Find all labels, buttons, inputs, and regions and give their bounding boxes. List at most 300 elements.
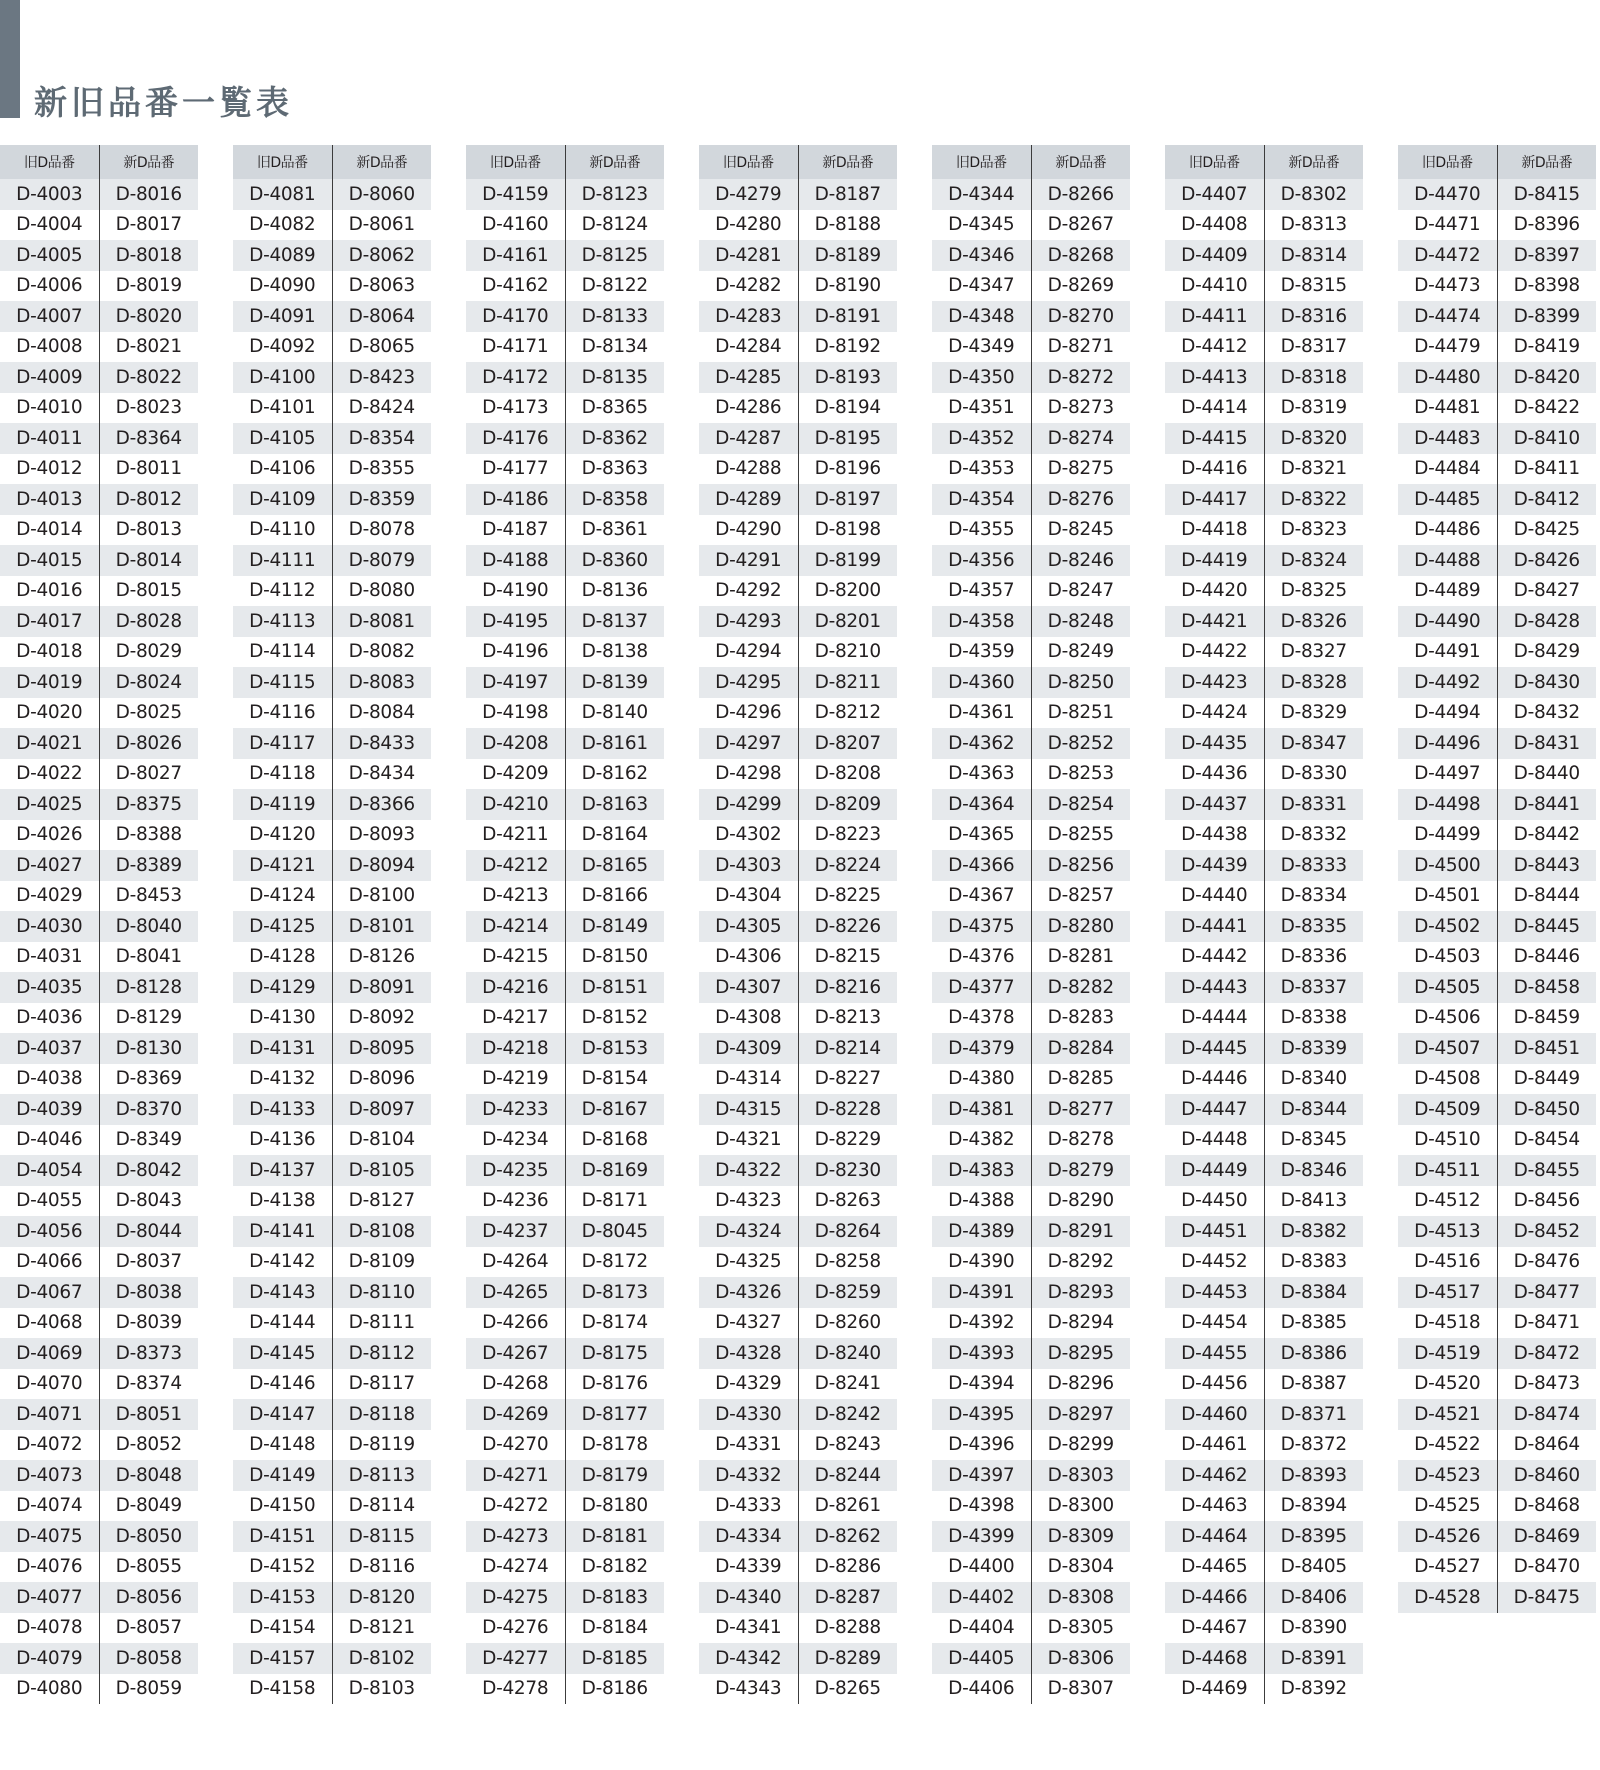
title-accent-bar — [0, 0, 20, 118]
table-row — [466, 606, 664, 637]
table-row — [0, 759, 198, 790]
old-code-cell: D-4149 — [233, 1460, 332, 1491]
new-code-cell: D-8398 — [1497, 271, 1596, 302]
new-code-cell: D-8130 — [99, 1033, 198, 1064]
new-code-cell: D-8284 — [1031, 1033, 1130, 1064]
code-table-1 — [0, 145, 198, 1704]
table-row — [932, 210, 1130, 241]
old-code-cell: D-4358 — [932, 606, 1031, 637]
new-code-cell: D-8179 — [565, 1460, 664, 1491]
old-code-cell: D-4354 — [932, 484, 1031, 515]
old-code-cell: D-4445 — [1165, 1033, 1264, 1064]
old-code-cell: D-4330 — [699, 1399, 798, 1430]
table-row — [466, 1491, 664, 1522]
table-row — [233, 484, 431, 515]
table-row — [699, 301, 897, 332]
old-code-cell: D-4443 — [1165, 972, 1264, 1003]
table-row — [466, 1674, 664, 1705]
table-row — [466, 1552, 664, 1583]
new-code-cell: D-8260 — [798, 1308, 897, 1339]
old-code-cell: D-4151 — [233, 1521, 332, 1552]
new-code-cell: D-8450 — [1497, 1094, 1596, 1125]
table-row — [233, 1064, 431, 1095]
table-row — [0, 820, 198, 851]
old-code-cell: D-4269 — [466, 1399, 565, 1430]
old-code-cell: D-4381 — [932, 1094, 1031, 1125]
old-code-cell: D-4027 — [0, 850, 99, 881]
table-row — [699, 1308, 897, 1339]
new-code-cell: D-8133 — [565, 301, 664, 332]
table-row — [466, 1399, 664, 1430]
new-code-cell: D-8345 — [1264, 1125, 1363, 1156]
new-code-cell: D-8094 — [332, 850, 431, 881]
old-code-cell: D-4150 — [233, 1491, 332, 1522]
new-code-cell: D-8262 — [798, 1521, 897, 1552]
new-code-cell: D-8244 — [798, 1460, 897, 1491]
table-row — [1165, 362, 1363, 393]
new-code-cell: D-8445 — [1497, 911, 1596, 942]
old-code-cell: D-4468 — [1165, 1643, 1264, 1674]
old-code-cell: D-4340 — [699, 1582, 798, 1613]
new-code-cell: D-8259 — [798, 1277, 897, 1308]
table-row — [1165, 1674, 1363, 1705]
new-code-cell: D-8456 — [1497, 1186, 1596, 1217]
old-code-cell: D-4407 — [1165, 179, 1264, 210]
header-old-code: 旧D品番 — [466, 145, 565, 179]
table-row — [932, 698, 1130, 729]
table-row — [699, 484, 897, 515]
new-code-cell: D-8248 — [1031, 606, 1130, 637]
table-row — [0, 881, 198, 912]
table-row — [1398, 637, 1596, 668]
table-row — [0, 637, 198, 668]
old-code-cell: D-4332 — [699, 1460, 798, 1491]
table-row — [1398, 393, 1596, 424]
new-code-cell: D-8314 — [1264, 240, 1363, 271]
new-code-cell: D-8022 — [99, 362, 198, 393]
old-code-cell: D-4147 — [233, 1399, 332, 1430]
new-code-cell: D-8297 — [1031, 1399, 1130, 1430]
new-code-cell: D-8180 — [565, 1491, 664, 1522]
old-code-cell: D-4494 — [1398, 698, 1497, 729]
old-code-cell: D-4292 — [699, 576, 798, 607]
new-code-cell: D-8285 — [1031, 1064, 1130, 1095]
old-code-cell: D-4283 — [699, 301, 798, 332]
new-code-cell: D-8317 — [1264, 332, 1363, 363]
new-code-cell: D-8344 — [1264, 1094, 1363, 1125]
code-table-5 — [932, 145, 1130, 1704]
table-row — [1398, 423, 1596, 454]
table-row — [466, 1247, 664, 1278]
table-row — [699, 393, 897, 424]
table-row — [932, 423, 1130, 454]
new-code-cell: D-8363 — [565, 454, 664, 485]
new-code-cell: D-8122 — [565, 271, 664, 302]
new-code-cell: D-8240 — [798, 1338, 897, 1369]
old-code-cell: D-4144 — [233, 1308, 332, 1339]
table-row — [466, 1277, 664, 1308]
table-row — [699, 1125, 897, 1156]
new-code-cell: D-8326 — [1264, 606, 1363, 637]
old-code-cell: D-4142 — [233, 1247, 332, 1278]
old-code-cell: D-4075 — [0, 1521, 99, 1552]
old-code-cell: D-4508 — [1398, 1064, 1497, 1095]
old-code-cell: D-4198 — [466, 698, 565, 729]
table-row — [466, 545, 664, 576]
old-code-cell: D-4334 — [699, 1521, 798, 1552]
new-code-cell: D-8048 — [99, 1460, 198, 1491]
table-row — [1165, 698, 1363, 729]
old-code-cell: D-4410 — [1165, 271, 1264, 302]
table-row — [932, 820, 1130, 851]
old-code-cell: D-4276 — [466, 1613, 565, 1644]
table-row — [1165, 179, 1363, 210]
new-code-cell: D-8360 — [565, 545, 664, 576]
table-row — [1165, 728, 1363, 759]
new-code-cell: D-8263 — [798, 1186, 897, 1217]
table-row — [466, 1186, 664, 1217]
table-row — [1165, 1521, 1363, 1552]
old-code-cell: D-4148 — [233, 1430, 332, 1461]
old-code-cell: D-4527 — [1398, 1552, 1497, 1583]
new-code-cell: D-8211 — [798, 667, 897, 698]
new-code-cell: D-8339 — [1264, 1033, 1363, 1064]
table-row — [0, 1552, 198, 1583]
new-code-cell: D-8050 — [99, 1521, 198, 1552]
table-row — [1398, 1033, 1596, 1064]
old-code-cell: D-4298 — [699, 759, 798, 790]
old-code-cell: D-4172 — [466, 362, 565, 393]
old-code-cell: D-4490 — [1398, 606, 1497, 637]
new-code-cell: D-8097 — [332, 1094, 431, 1125]
table-row — [1165, 1033, 1363, 1064]
new-code-cell: D-8394 — [1264, 1491, 1363, 1522]
old-code-cell: D-4089 — [233, 240, 332, 271]
new-code-cell: D-8140 — [565, 698, 664, 729]
table-row — [0, 1155, 198, 1186]
old-code-cell: D-4054 — [0, 1155, 99, 1186]
old-code-cell: D-4435 — [1165, 728, 1264, 759]
new-code-cell: D-8095 — [332, 1033, 431, 1064]
table-row — [466, 1003, 664, 1034]
new-code-cell: D-8163 — [565, 789, 664, 820]
table-row — [233, 332, 431, 363]
code-table-6 — [1165, 145, 1363, 1704]
new-code-cell: D-8267 — [1031, 210, 1130, 241]
table-row — [1398, 240, 1596, 271]
old-code-cell: D-4078 — [0, 1613, 99, 1644]
old-code-cell: D-4008 — [0, 332, 99, 363]
table-row — [233, 1491, 431, 1522]
new-code-cell: D-8212 — [798, 698, 897, 729]
old-code-cell: D-4115 — [233, 667, 332, 698]
new-code-cell: D-8286 — [798, 1552, 897, 1583]
old-code-cell: D-4418 — [1165, 515, 1264, 546]
old-code-cell: D-4070 — [0, 1369, 99, 1400]
table-row — [233, 1308, 431, 1339]
table-row — [1165, 271, 1363, 302]
table-row — [0, 1216, 198, 1247]
old-code-cell: D-4480 — [1398, 362, 1497, 393]
old-code-cell: D-4462 — [1165, 1460, 1264, 1491]
table-row — [233, 545, 431, 576]
new-code-cell: D-8395 — [1264, 1521, 1363, 1552]
old-code-cell: D-4031 — [0, 942, 99, 973]
old-code-cell: D-4072 — [0, 1430, 99, 1461]
new-code-cell: D-8174 — [565, 1308, 664, 1339]
table-row — [466, 393, 664, 424]
new-code-cell: D-8305 — [1031, 1613, 1130, 1644]
old-code-cell: D-4479 — [1398, 332, 1497, 363]
old-code-cell: D-4398 — [932, 1491, 1031, 1522]
old-code-cell: D-4357 — [932, 576, 1031, 607]
table-row — [0, 942, 198, 973]
table-row — [466, 1155, 664, 1186]
new-code-cell: D-8194 — [798, 393, 897, 424]
new-code-cell: D-8026 — [99, 728, 198, 759]
table-row — [1165, 1613, 1363, 1644]
new-code-cell: D-8449 — [1497, 1064, 1596, 1095]
table-row — [0, 301, 198, 332]
old-code-cell: D-4441 — [1165, 911, 1264, 942]
table-row — [932, 1552, 1130, 1583]
table-row — [932, 881, 1130, 912]
table-row — [699, 942, 897, 973]
old-code-cell: D-4464 — [1165, 1521, 1264, 1552]
table-row — [699, 332, 897, 363]
old-code-cell: D-4315 — [699, 1094, 798, 1125]
new-code-cell: D-8100 — [332, 881, 431, 912]
old-code-cell: D-4518 — [1398, 1308, 1497, 1339]
old-code-cell: D-4092 — [233, 332, 332, 363]
code-table-4 — [699, 145, 897, 1704]
old-code-cell: D-4055 — [0, 1186, 99, 1217]
table-row — [0, 1369, 198, 1400]
new-code-cell: D-8293 — [1031, 1277, 1130, 1308]
code-table-3 — [466, 145, 664, 1704]
table-row — [1165, 1369, 1363, 1400]
new-code-cell: D-8199 — [798, 545, 897, 576]
table-row — [233, 1674, 431, 1705]
table-row — [233, 1216, 431, 1247]
table-row — [1165, 1643, 1363, 1674]
old-code-cell: D-4396 — [932, 1430, 1031, 1461]
table-row — [1165, 1125, 1363, 1156]
new-code-cell: D-8270 — [1031, 301, 1130, 332]
table-row — [1398, 515, 1596, 546]
table-row — [0, 484, 198, 515]
new-code-cell: D-8135 — [565, 362, 664, 393]
new-code-cell: D-8049 — [99, 1491, 198, 1522]
table-header-row — [233, 145, 431, 179]
new-code-cell: D-8451 — [1497, 1033, 1596, 1064]
table-row — [466, 1582, 664, 1613]
old-code-cell: D-4474 — [1398, 301, 1497, 332]
new-code-cell: D-8415 — [1497, 179, 1596, 210]
old-code-cell: D-4197 — [466, 667, 565, 698]
new-code-cell: D-8294 — [1031, 1308, 1130, 1339]
old-code-cell: D-4131 — [233, 1033, 332, 1064]
table-row — [466, 1521, 664, 1552]
table-row — [233, 1155, 431, 1186]
old-code-cell: D-4285 — [699, 362, 798, 393]
table-row — [1398, 820, 1596, 851]
table-row — [466, 881, 664, 912]
old-code-cell: D-4521 — [1398, 1399, 1497, 1430]
old-code-cell: D-4328 — [699, 1338, 798, 1369]
table-row — [699, 820, 897, 851]
old-code-cell: D-4030 — [0, 911, 99, 942]
table-row — [0, 423, 198, 454]
table-row — [466, 1430, 664, 1461]
old-code-cell: D-4465 — [1165, 1552, 1264, 1583]
table-row — [1398, 972, 1596, 1003]
new-code-cell: D-8245 — [1031, 515, 1130, 546]
old-code-cell: D-4359 — [932, 637, 1031, 668]
new-code-cell: D-8434 — [332, 759, 431, 790]
old-code-cell: D-4383 — [932, 1155, 1031, 1186]
new-code-cell: D-8292 — [1031, 1247, 1130, 1278]
new-code-cell: D-8154 — [565, 1064, 664, 1095]
table-row — [233, 1582, 431, 1613]
table-row — [0, 271, 198, 302]
old-code-cell: D-4128 — [233, 942, 332, 973]
old-code-cell: D-4444 — [1165, 1003, 1264, 1034]
new-code-cell: D-8385 — [1264, 1308, 1363, 1339]
old-code-cell: D-4004 — [0, 210, 99, 241]
table-row — [0, 1674, 198, 1705]
table-row — [1398, 271, 1596, 302]
new-code-cell: D-8273 — [1031, 393, 1130, 424]
table-row — [466, 911, 664, 942]
new-code-cell: D-8081 — [332, 606, 431, 637]
new-code-cell: D-8355 — [332, 454, 431, 485]
old-code-cell: D-4506 — [1398, 1003, 1497, 1034]
new-code-cell: D-8295 — [1031, 1338, 1130, 1369]
table-row — [699, 1369, 897, 1400]
new-code-cell: D-8307 — [1031, 1674, 1130, 1705]
table-row — [233, 576, 431, 607]
new-code-cell: D-8190 — [798, 271, 897, 302]
table-row — [466, 1369, 664, 1400]
old-code-cell: D-4069 — [0, 1338, 99, 1369]
table-row — [0, 576, 198, 607]
old-code-cell: D-4306 — [699, 942, 798, 973]
old-code-cell: D-4324 — [699, 1216, 798, 1247]
table-row — [466, 789, 664, 820]
table-row — [1398, 1460, 1596, 1491]
new-code-cell: D-8452 — [1497, 1216, 1596, 1247]
table-row — [1165, 1094, 1363, 1125]
old-code-cell: D-4307 — [699, 972, 798, 1003]
table-row — [932, 1582, 1130, 1613]
new-code-cell: D-8336 — [1264, 942, 1363, 973]
old-code-cell: D-4011 — [0, 423, 99, 454]
table-row — [0, 1521, 198, 1552]
old-code-cell: D-4130 — [233, 1003, 332, 1034]
new-code-cell: D-8332 — [1264, 820, 1363, 851]
new-code-cell: D-8338 — [1264, 1003, 1363, 1034]
table-row — [1165, 1308, 1363, 1339]
table-row — [0, 1186, 198, 1217]
new-code-cell: D-8257 — [1031, 881, 1130, 912]
table-row — [1165, 911, 1363, 942]
new-code-cell: D-8460 — [1497, 1460, 1596, 1491]
new-code-cell: D-8185 — [565, 1643, 664, 1674]
new-code-cell: D-8188 — [798, 210, 897, 241]
old-code-cell: D-4525 — [1398, 1491, 1497, 1522]
table-row — [1398, 728, 1596, 759]
old-code-cell: D-4114 — [233, 637, 332, 668]
old-code-cell: D-4510 — [1398, 1125, 1497, 1156]
table-row — [1398, 1521, 1596, 1552]
new-code-cell: D-8079 — [332, 545, 431, 576]
new-code-cell: D-8225 — [798, 881, 897, 912]
new-code-cell: D-8389 — [99, 850, 198, 881]
old-code-cell: D-4119 — [233, 789, 332, 820]
old-code-cell: D-4282 — [699, 271, 798, 302]
table-row — [1398, 332, 1596, 363]
old-code-cell: D-4489 — [1398, 576, 1497, 607]
table-row — [1165, 1247, 1363, 1278]
table-row — [699, 362, 897, 393]
old-code-cell: D-4364 — [932, 789, 1031, 820]
header-new-code: 新D品番 — [798, 145, 897, 179]
old-code-cell: D-4268 — [466, 1369, 565, 1400]
old-code-cell: D-4067 — [0, 1277, 99, 1308]
table-row — [932, 850, 1130, 881]
new-code-cell: D-8096 — [332, 1064, 431, 1095]
old-code-cell: D-4216 — [466, 972, 565, 1003]
table-row — [233, 362, 431, 393]
old-code-cell: D-4393 — [932, 1338, 1031, 1369]
old-code-cell: D-4143 — [233, 1277, 332, 1308]
new-code-cell: D-8040 — [99, 911, 198, 942]
old-code-cell: D-4505 — [1398, 972, 1497, 1003]
new-code-cell: D-8012 — [99, 484, 198, 515]
new-code-cell: D-8459 — [1497, 1003, 1596, 1034]
old-code-cell: D-4345 — [932, 210, 1031, 241]
new-code-cell: D-8261 — [798, 1491, 897, 1522]
new-code-cell: D-8119 — [332, 1430, 431, 1461]
old-code-cell: D-4379 — [932, 1033, 1031, 1064]
new-code-cell: D-8013 — [99, 515, 198, 546]
old-code-cell: D-4413 — [1165, 362, 1264, 393]
old-code-cell: D-4296 — [699, 698, 798, 729]
table-row — [466, 850, 664, 881]
old-code-cell: D-4138 — [233, 1186, 332, 1217]
new-code-cell: D-8280 — [1031, 911, 1130, 942]
old-code-cell: D-4291 — [699, 545, 798, 576]
old-code-cell: D-4342 — [699, 1643, 798, 1674]
new-code-cell: D-8268 — [1031, 240, 1130, 271]
table-row — [932, 240, 1130, 271]
header-new-code: 新D品番 — [1264, 145, 1363, 179]
old-code-cell: D-4517 — [1398, 1277, 1497, 1308]
old-code-cell: D-4498 — [1398, 789, 1497, 820]
new-code-cell: D-8366 — [332, 789, 431, 820]
new-code-cell: D-8207 — [798, 728, 897, 759]
old-code-cell: D-4110 — [233, 515, 332, 546]
new-code-cell: D-8121 — [332, 1613, 431, 1644]
old-code-cell: D-4016 — [0, 576, 99, 607]
old-code-cell: D-4302 — [699, 820, 798, 851]
table-row — [233, 698, 431, 729]
new-code-cell: D-8269 — [1031, 271, 1130, 302]
new-code-cell: D-8029 — [99, 637, 198, 668]
new-code-cell: D-8324 — [1264, 545, 1363, 576]
old-code-cell: D-4275 — [466, 1582, 565, 1613]
